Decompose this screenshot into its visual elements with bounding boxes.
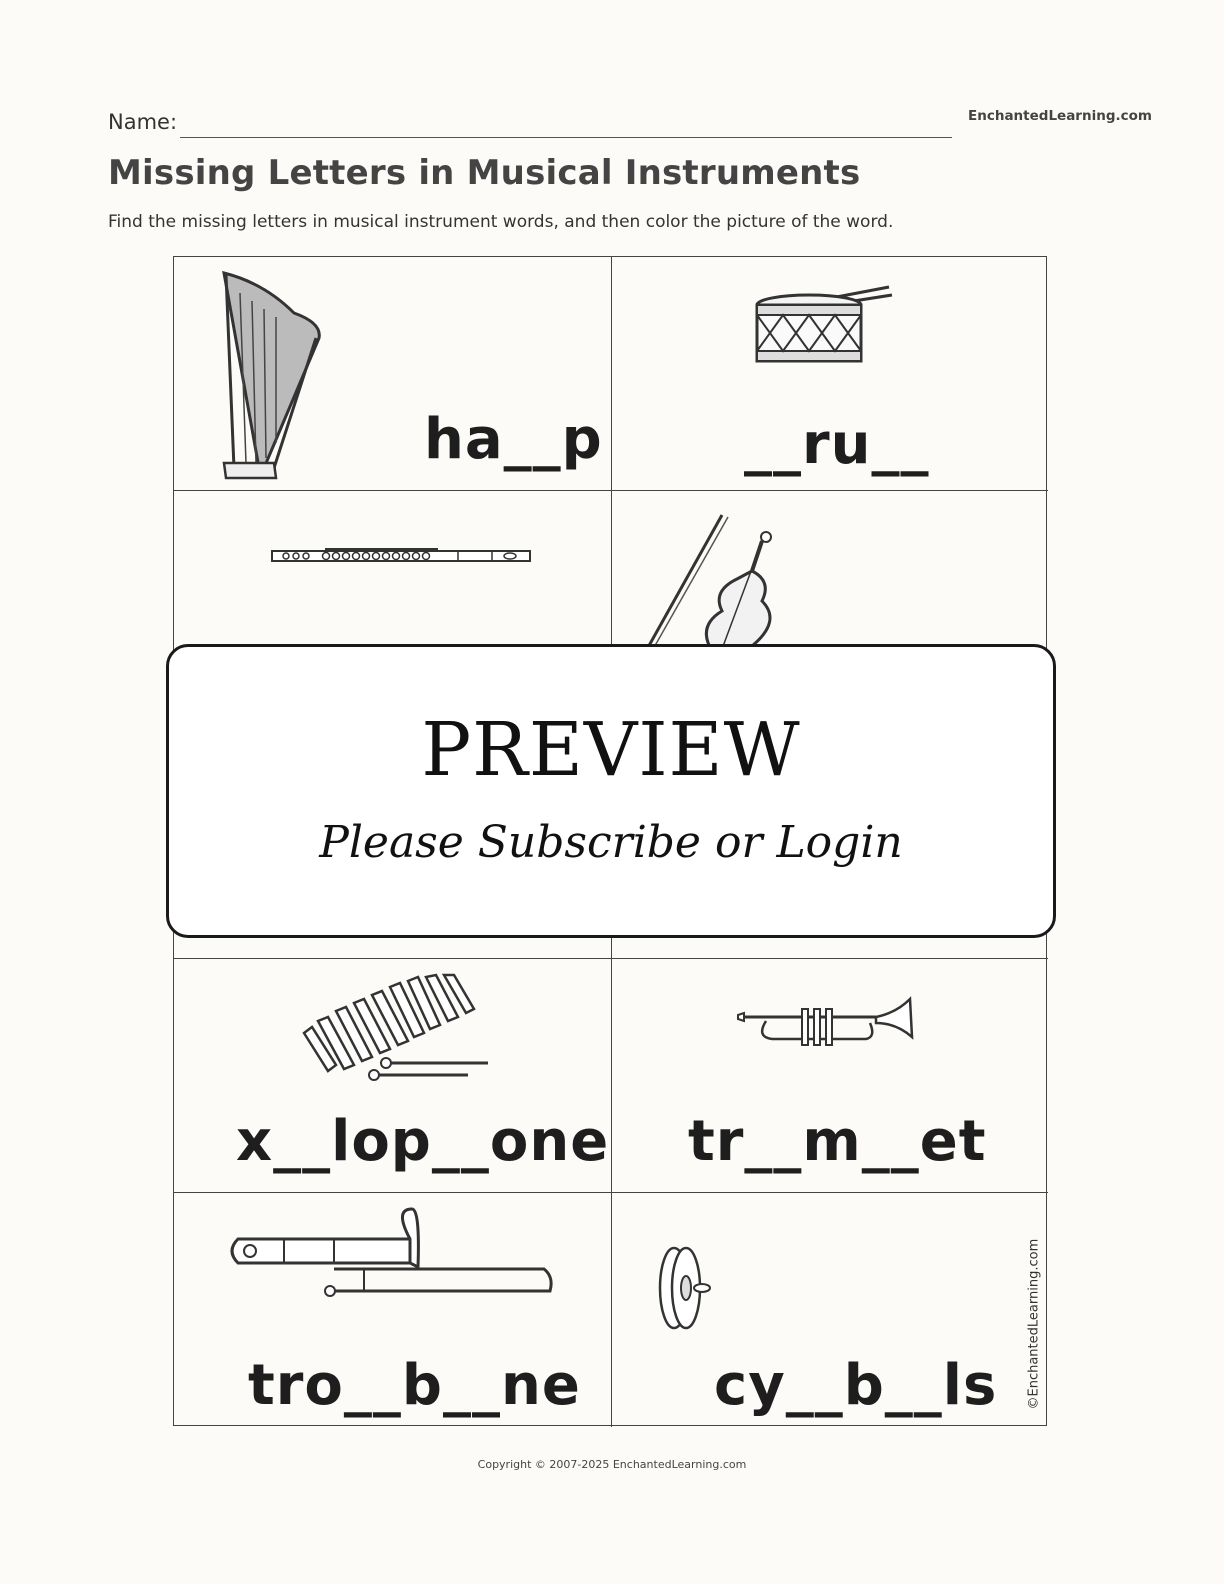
trumpet-icon bbox=[736, 993, 916, 1053]
name-line[interactable] bbox=[180, 137, 952, 138]
missing-letter-word: ha__p bbox=[424, 407, 603, 472]
cymbals-icon bbox=[656, 1243, 726, 1333]
cell-cymbals bbox=[612, 1193, 1048, 1427]
preview-overlay[interactable] bbox=[166, 644, 1056, 938]
missing-letter-word: __ru__ bbox=[744, 412, 930, 477]
subscribe-or-login-link[interactable]: Please Subscribe or Login bbox=[319, 817, 903, 868]
site-name: EnchantedLearning.com bbox=[968, 108, 1152, 124]
cell-drum bbox=[612, 257, 1048, 491]
cell-harp bbox=[174, 257, 612, 491]
instructions: Find the missing letters in musical instrument words, and then color the picture of the word. bbox=[108, 212, 894, 232]
preview-title: PREVIEW bbox=[421, 707, 801, 793]
cell-trumpet bbox=[612, 959, 1048, 1193]
page-title: Missing Letters in Musical Instruments bbox=[108, 153, 861, 193]
cell-trombone bbox=[174, 1193, 612, 1427]
copyright-footer: Copyright © 2007-2025 EnchantedLearning.com bbox=[477, 1458, 747, 1471]
name-label: Name: bbox=[108, 110, 178, 134]
violin-icon bbox=[642, 511, 782, 651]
missing-letter-word: tr__m__et bbox=[688, 1109, 987, 1174]
harp-icon bbox=[204, 263, 334, 485]
side-credit bbox=[1016, 1240, 1046, 1420]
flute-icon bbox=[270, 545, 532, 569]
worksheet-grid-lower bbox=[173, 958, 1047, 1426]
cell-xylophone bbox=[174, 959, 612, 1193]
side-credit-text: ©EnchantedLearning.com bbox=[1026, 1238, 1042, 1410]
drum-icon bbox=[754, 283, 894, 369]
xylophone-icon bbox=[300, 973, 490, 1085]
missing-letter-word: x__lop__one bbox=[236, 1109, 610, 1174]
trombone-icon bbox=[224, 1207, 556, 1307]
missing-letter-word: cy__b__ls bbox=[714, 1353, 998, 1418]
missing-letter-word: tro__b__ne bbox=[248, 1353, 581, 1418]
